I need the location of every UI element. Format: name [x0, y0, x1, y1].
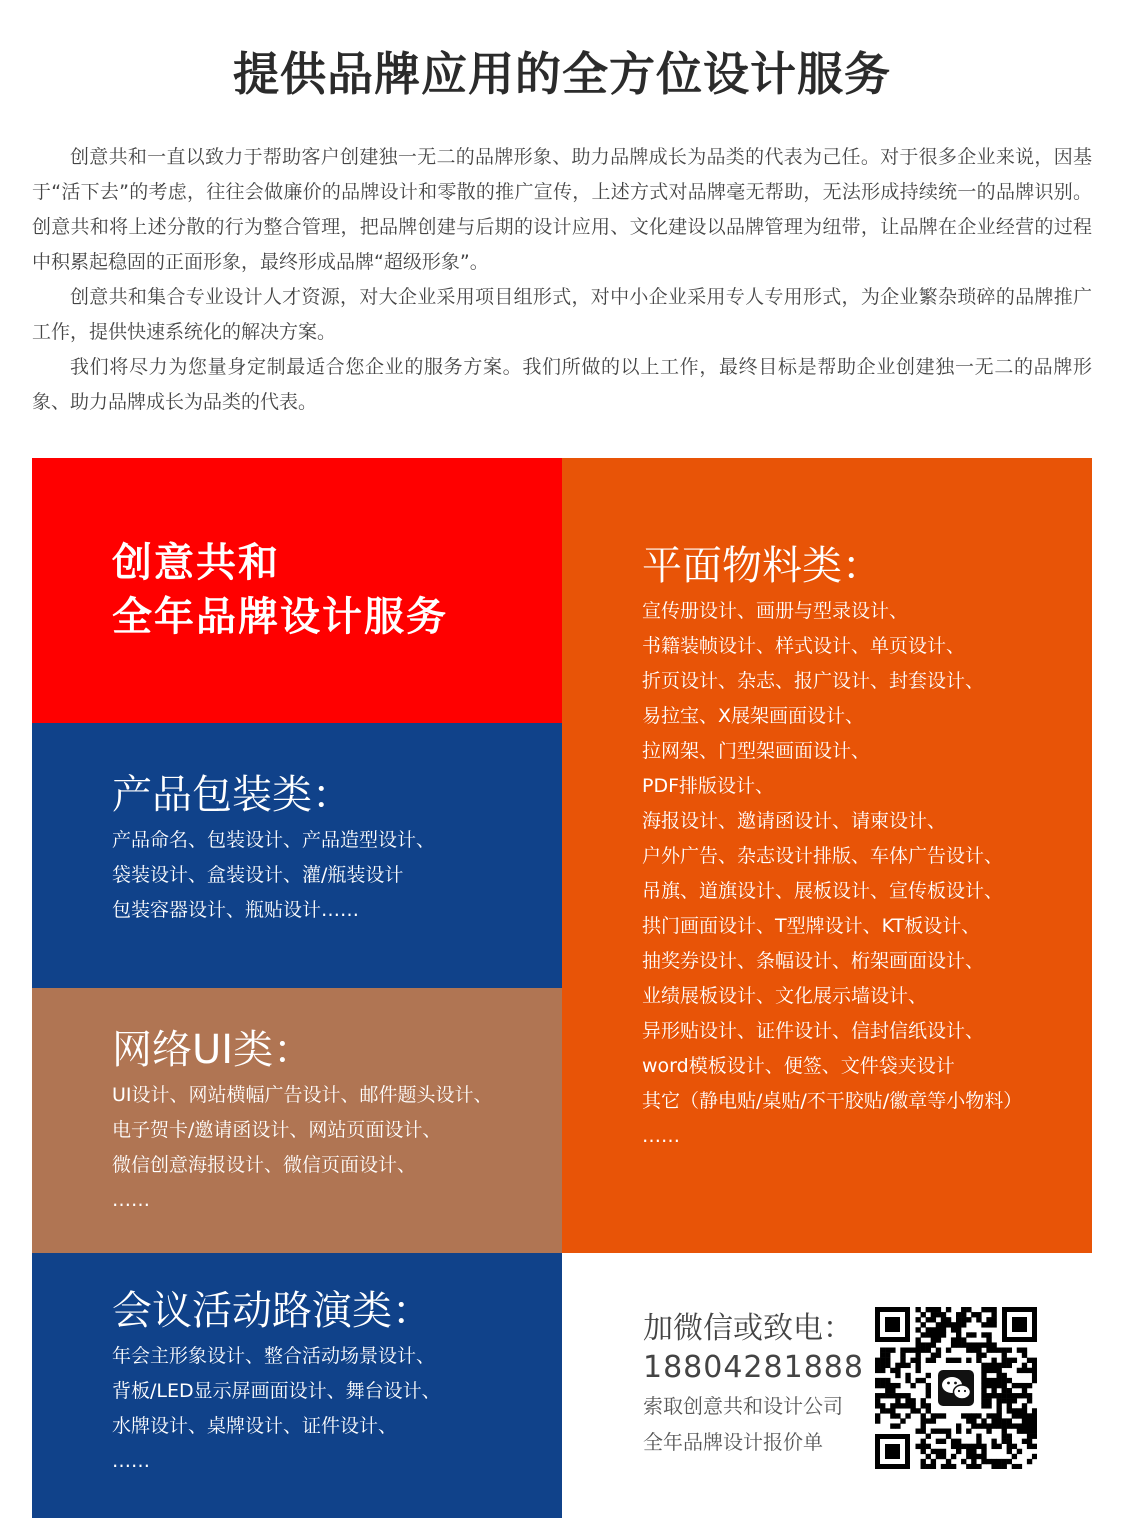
list-item: 年会主形象设计、整合活动场景设计、 [112, 1345, 436, 1367]
list-item: 宣传册设计、画册与型录设计、 [642, 600, 909, 622]
events-category-block [32, 1253, 562, 1518]
contact-title: 加微信或致电： [643, 1311, 853, 1346]
list-item: 电子贺卡/邀请函设计、网站页面设计、 [112, 1119, 442, 1141]
qr-code-icon[interactable] [875, 1307, 1037, 1469]
intro-paragraph: 我们将尽力为您量身定制最适合您企业的服务方案。我们所做的以上工作，最终目标是帮助企业创建独一无二的品牌形象、助力品牌成长为品类的代表。 [32, 356, 1092, 413]
list-item: …… [642, 1125, 680, 1147]
category-title: 产品包装类： [112, 772, 352, 818]
intro-paragraph: 创意共和集合专业设计人才资源，对大企业采用项目组形式，对中小企业采用专人专用形式，为企业繁杂琐碎的品牌推广工作，提供快速系统化的解决方案。 [32, 286, 1092, 343]
list-item: 水牌设计、桌牌设计、证件设计、 [112, 1415, 398, 1437]
list-item: 书籍装帧设计、样式设计、单页设计、 [642, 635, 966, 657]
list-item: 海报设计、邀请函设计、请柬设计、 [642, 810, 947, 832]
category-title: 会议活动路演类： [112, 1288, 432, 1334]
contact-info [643, 1310, 873, 1460]
list-item: 易拉宝、X展架画面设计、 [642, 705, 865, 727]
packaging-category-block [32, 723, 562, 988]
hero-line: 创意共和 [112, 540, 280, 586]
list-item: 产品命名、包装设计、产品造型设计、 [112, 829, 436, 851]
list-item: 微信创意海报设计、微信页面设计、 [112, 1154, 417, 1176]
list-item: …… [112, 1450, 150, 1472]
contact-phone[interactable]: 18804281888 [643, 1350, 864, 1385]
category-title: 平面物料类： [642, 543, 882, 589]
list-item: 吊旗、道旗设计、展板设计、宣传板设计、 [642, 880, 1004, 902]
print-category-block [562, 458, 1092, 1253]
intro-paragraph: 创意共和一直以致力于帮助客户创建独一无二的品牌形象、助力品牌成长为品类的代表为己任。对于很多企业来说，因基于“活下去”的考虑，往往会做廉价的品牌设计和零散的推广宣传，上述方式对品牌毫无帮助，无法形成持续统一的品牌识别。创意共和将上述分散的行为整合管理，把品牌创建与后期的设计应用、文化建设以品牌管理为纽带，让品牌在企业经营的过程中积累起稳固的正面形象，最终形成品牌“超级形象”。 [32, 146, 1092, 273]
list-item: 异形贴设计、证件设计、信封信纸设计、 [642, 1020, 985, 1042]
list-item: 业绩展板设计、文化展示墙设计、 [642, 985, 928, 1007]
intro-text [32, 140, 1092, 420]
list-item: 折页设计、杂志、报广设计、封套设计、 [642, 670, 985, 692]
list-item: 包装容器设计、瓶贴设计…… [112, 899, 360, 921]
list-item: 抽奖券设计、条幅设计、桁架画面设计、 [642, 950, 985, 972]
list-item: PDF排版设计、 [642, 775, 775, 797]
contact-note: 索取创意共和设计公司 [643, 1394, 843, 1418]
hero-line: 全年品牌设计服务 [112, 594, 448, 640]
list-item: 背板/LED显示屏画面设计、舞台设计、 [112, 1380, 441, 1402]
list-item: …… [112, 1189, 150, 1211]
page-title: 提供品牌应用的全方位设计服务 [233, 47, 891, 101]
contact-note: 全年品牌设计报价单 [643, 1430, 823, 1454]
list-item: 其它（静电贴/桌贴/不干胶贴/徽章等小物料） [642, 1090, 1023, 1112]
category-title: 网络UI类： [112, 1027, 314, 1073]
list-item: 拱门画面设计、T型牌设计、KT板设计、 [642, 915, 981, 937]
web-ui-category-block [32, 988, 562, 1253]
hero-block [32, 458, 562, 723]
wechat-icon [935, 1367, 977, 1409]
list-item: 袋装设计、盒装设计、灌/瓶装设计 [112, 864, 404, 886]
list-item: word模板设计、便签、文件袋夹设计 [642, 1055, 955, 1077]
list-item: UI设计、网站横幅广告设计、邮件题头设计、 [112, 1084, 493, 1106]
list-item: 拉网架、门型架画面设计、 [642, 740, 871, 762]
list-item: 户外广告、杂志设计排版、车体广告设计、 [642, 845, 1004, 867]
